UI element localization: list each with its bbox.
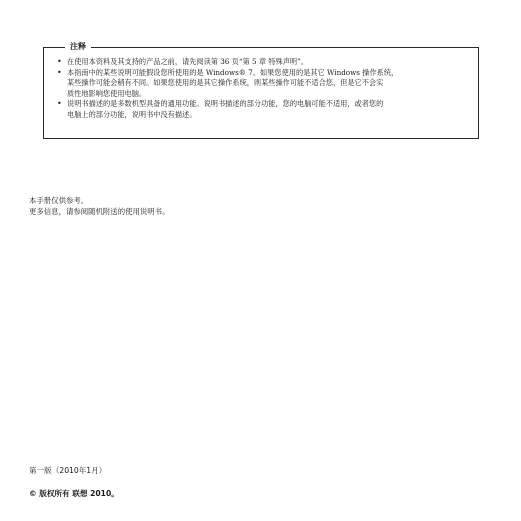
bullet-icon: • (57, 67, 62, 77)
note-item (55, 68, 473, 100)
body-line: 本手册仅供参考。 (29, 196, 89, 205)
note-list (55, 57, 473, 120)
edition-text: 第一版（2010年1月） (29, 466, 107, 475)
note-item (55, 57, 473, 68)
note-item-text: 在使用本资料及其支持的产品之前，请先阅读第 36 页“第 5 章 特殊声明”。 (67, 57, 308, 66)
body-paragraph (29, 196, 169, 217)
note-item (55, 99, 473, 120)
note-item-text: 质性地影响您使用电脑。 (67, 88, 147, 98)
note-item-text: 某些操作可能会稍有不同。如果您使用的是其它操作系统，则某些操作可能不适合您，但是它不会实 (67, 78, 384, 87)
note-item-text: 电脑上的部分功能，说明书中没有描述。 (67, 109, 197, 119)
bullet-icon: • (57, 99, 62, 108)
note-title: 注释 (65, 40, 91, 54)
note-item-text: 本指南中的某些说明可能假设您所使用的是 Windows® 7。如果您使用的是其它 Windows 操作系统， (67, 67, 399, 77)
copyright-text: © 版权所有 联想 2010。 (29, 489, 119, 498)
note-item-text: 说明书描述的是多数机型具备的通用功能。说明书描述的部分功能，您的电脑可能不适用，或者您的 (67, 99, 384, 108)
body-line: 更多信息，请参阅随机附送的使用说明书。 (29, 206, 170, 216)
bullet-icon: • (57, 57, 62, 66)
